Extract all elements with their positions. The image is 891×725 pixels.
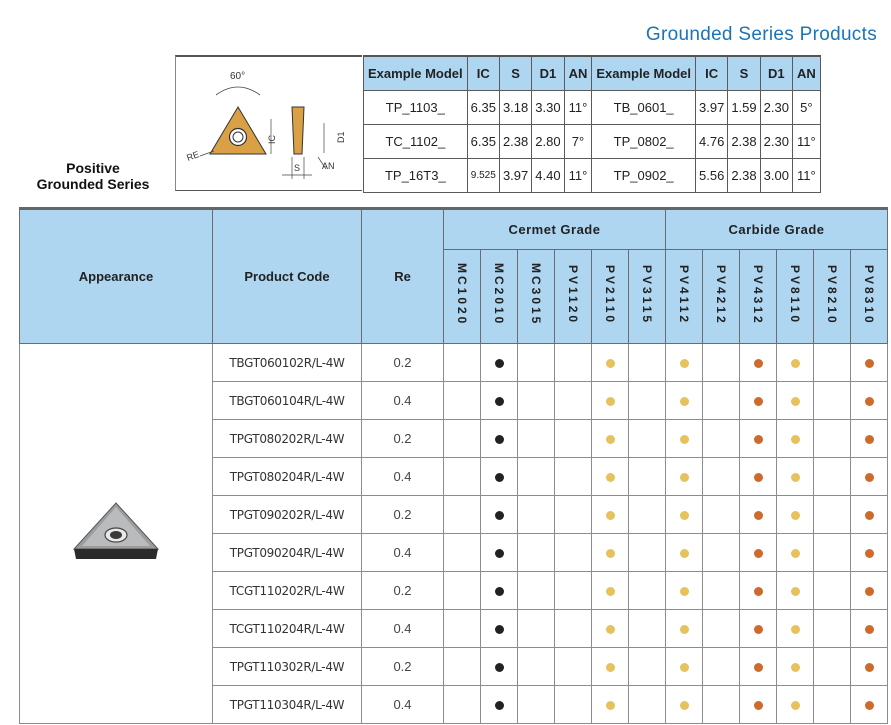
- grade-header-pv8210: [814, 250, 851, 344]
- example-row: [364, 159, 821, 193]
- grade-cell-pv4312: [740, 458, 777, 496]
- availability-dot-icon: [606, 549, 615, 558]
- example-cell: 3.30: [532, 91, 564, 125]
- grade-cell-pv8210: [814, 686, 851, 724]
- grade-header-pv8110: [777, 250, 814, 344]
- grade-cell-pv8310: [851, 496, 888, 534]
- grade-header-pv3115: [629, 250, 666, 344]
- availability-dot-icon: [754, 587, 763, 596]
- grade-cell-pv4112: [666, 572, 703, 610]
- grade-cell-pv8110: [777, 572, 814, 610]
- availability-dot-icon: [754, 549, 763, 558]
- re-value: 0.4: [362, 610, 444, 648]
- grade-cell-pv3115: [629, 686, 666, 724]
- header-appearance: Appearance: [20, 209, 213, 344]
- grade-header-pv4312: [740, 250, 777, 344]
- insert-photo-icon: [70, 497, 162, 567]
- grade-cell-pv4112: [666, 496, 703, 534]
- availability-dot-icon: [680, 663, 689, 672]
- grade-cell-pv8210: [814, 344, 851, 382]
- grade-cell-mc3015: [518, 458, 555, 496]
- grade-cell-pv3115: [629, 420, 666, 458]
- grade-cell-pv3115: [629, 382, 666, 420]
- grade-cell-pv1120: [555, 420, 592, 458]
- ic-label: IC: [267, 135, 277, 144]
- availability-dot-icon: [865, 473, 874, 482]
- availability-dot-icon: [606, 397, 615, 406]
- grade-cell-pv2110: [592, 648, 629, 686]
- availability-dot-icon: [495, 359, 504, 368]
- availability-dot-icon: [865, 587, 874, 596]
- availability-dot-icon: [606, 663, 615, 672]
- grade-cell-pv3115: [629, 344, 666, 382]
- re-value: 0.2: [362, 420, 444, 458]
- availability-dot-icon: [680, 549, 689, 558]
- grade-cell-pv8110: [777, 534, 814, 572]
- grade-cell-pv4212: [703, 420, 740, 458]
- availability-dot-icon: [495, 663, 504, 672]
- example-cell: TB_0601_: [592, 91, 696, 125]
- example-cell: 2.38: [728, 125, 760, 159]
- example-cell: 3.18: [499, 91, 531, 125]
- example-header-s-2: S: [728, 56, 760, 91]
- availability-dot-icon: [791, 435, 800, 444]
- availability-dot-icon: [791, 549, 800, 558]
- grade-cell-pv4112: [666, 610, 703, 648]
- grade-cell-mc1020: [444, 496, 481, 534]
- example-cell: TP_0802_: [592, 125, 696, 159]
- grade-cell-pv4312: [740, 686, 777, 724]
- grade-header-pv4212: [703, 250, 740, 344]
- insert-hole-icon: [230, 129, 247, 146]
- grade-cell-pv2110: [592, 496, 629, 534]
- example-cell: 9.525: [467, 159, 499, 193]
- example-header-d1: D1: [532, 56, 564, 91]
- grade-cell-pv8310: [851, 610, 888, 648]
- grade-cell-mc2010: [481, 344, 518, 382]
- grade-cell-pv4312: [740, 420, 777, 458]
- grade-name-label: PV3115: [640, 264, 654, 326]
- example-models-table: [363, 55, 821, 193]
- grade-cell-pv4112: [666, 420, 703, 458]
- product-code: TPGT110304R/L-4W: [213, 686, 362, 724]
- example-cell: TP_16T3_: [364, 159, 468, 193]
- re-value: 0.4: [362, 458, 444, 496]
- grade-cell-pv4112: [666, 686, 703, 724]
- grade-cell-pv1120: [555, 534, 592, 572]
- grade-cell-pv4212: [703, 686, 740, 724]
- grade-cell-mc3015: [518, 382, 555, 420]
- header-cermet-grade: Cermet Grade: [444, 209, 666, 250]
- grade-cell-mc2010: [481, 686, 518, 724]
- grade-cell-pv1120: [555, 344, 592, 382]
- product-code: TCGT110202R/L-4W: [213, 572, 362, 610]
- insert-side-view-icon: [292, 107, 304, 154]
- example-header-ic-2: IC: [696, 56, 728, 91]
- availability-dot-icon: [680, 473, 689, 482]
- grade-cell-mc3015: [518, 420, 555, 458]
- re-value: 0.2: [362, 648, 444, 686]
- grade-cell-pv3115: [629, 610, 666, 648]
- grade-cell-pv8210: [814, 420, 851, 458]
- example-cell: 6.35: [467, 91, 499, 125]
- grade-cell-pv8210: [814, 572, 851, 610]
- grade-cell-pv4212: [703, 572, 740, 610]
- example-header-ic: IC: [467, 56, 499, 91]
- availability-dot-icon: [495, 625, 504, 634]
- availability-dot-icon: [865, 397, 874, 406]
- product-code: TCGT110204R/L-4W: [213, 610, 362, 648]
- grade-cell-mc1020: [444, 572, 481, 610]
- example-cell: 2.30: [760, 125, 792, 159]
- grade-cell-pv1120: [555, 496, 592, 534]
- example-cell: 5.56: [696, 159, 728, 193]
- product-code: TBGT060104R/L-4W: [213, 382, 362, 420]
- grade-cell-mc2010: [481, 534, 518, 572]
- example-cell: 6.35: [467, 125, 499, 159]
- header-re: Re: [362, 209, 444, 344]
- example-cell: 7°: [564, 125, 592, 159]
- grade-cell-mc2010: [481, 458, 518, 496]
- availability-dot-icon: [754, 701, 763, 710]
- header-carbide-grade: Carbide Grade: [666, 209, 888, 250]
- grade-cell-mc1020: [444, 344, 481, 382]
- product-code: TPGT090202R/L-4W: [213, 496, 362, 534]
- insert-diagram-drawing: [176, 57, 361, 191]
- grade-cell-pv4312: [740, 382, 777, 420]
- example-cell: 2.38: [728, 159, 760, 193]
- example-cell: 4.76: [696, 125, 728, 159]
- grade-name-label: PV4212: [714, 264, 728, 326]
- grade-cell-pv8310: [851, 648, 888, 686]
- grade-header-pv4112: [666, 250, 703, 344]
- availability-dot-icon: [865, 625, 874, 634]
- grade-cell-mc1020: [444, 382, 481, 420]
- grade-cell-pv4112: [666, 534, 703, 572]
- grade-cell-mc3015: [518, 572, 555, 610]
- grade-cell-mc1020: [444, 610, 481, 648]
- grade-cell-pv1120: [555, 458, 592, 496]
- grade-cell-mc2010: [481, 572, 518, 610]
- example-cell: 2.38: [499, 125, 531, 159]
- re-value: 0.4: [362, 382, 444, 420]
- an-label: AN: [322, 161, 335, 171]
- availability-dot-icon: [495, 511, 504, 520]
- grade-cell-pv8110: [777, 496, 814, 534]
- availability-dot-icon: [680, 397, 689, 406]
- availability-dot-icon: [754, 359, 763, 368]
- availability-dot-icon: [680, 435, 689, 444]
- grade-cell-pv8310: [851, 686, 888, 724]
- grade-cell-pv8210: [814, 458, 851, 496]
- availability-dot-icon: [606, 701, 615, 710]
- grade-name-label: PV8110: [788, 264, 802, 326]
- grade-header-mc3015: [518, 250, 555, 344]
- availability-dot-icon: [791, 701, 800, 710]
- grade-cell-pv8210: [814, 648, 851, 686]
- availability-dot-icon: [680, 359, 689, 368]
- grade-cell-pv2110: [592, 686, 629, 724]
- grade-cell-pv4112: [666, 344, 703, 382]
- grade-header-pv1120: [555, 250, 592, 344]
- grade-cell-pv8210: [814, 496, 851, 534]
- availability-dot-icon: [754, 473, 763, 482]
- re-value: 0.4: [362, 534, 444, 572]
- availability-dot-icon: [606, 625, 615, 634]
- grade-cell-pv4112: [666, 648, 703, 686]
- grade-cell-mc1020: [444, 686, 481, 724]
- grade-cell-mc1020: [444, 420, 481, 458]
- grade-cell-pv8310: [851, 420, 888, 458]
- grade-cell-mc3015: [518, 610, 555, 648]
- grade-cell-pv4312: [740, 648, 777, 686]
- grade-cell-pv1120: [555, 610, 592, 648]
- products-table: [19, 207, 888, 724]
- page-title: Grounded Series Products: [645, 24, 877, 45]
- grade-cell-mc2010: [481, 420, 518, 458]
- grade-name-label: PV4312: [751, 264, 765, 326]
- grade-cell-pv4212: [703, 344, 740, 382]
- grade-cell-pv1120: [555, 648, 592, 686]
- example-cell: 2.80: [532, 125, 564, 159]
- availability-dot-icon: [495, 587, 504, 596]
- availability-dot-icon: [791, 511, 800, 520]
- grade-cell-pv8210: [814, 382, 851, 420]
- grade-cell-pv8310: [851, 534, 888, 572]
- availability-dot-icon: [754, 511, 763, 520]
- grade-cell-pv8310: [851, 572, 888, 610]
- availability-dot-icon: [791, 397, 800, 406]
- header-product-code: Product Code: [213, 209, 362, 344]
- example-cell: 11°: [564, 91, 592, 125]
- table-row: [20, 344, 888, 382]
- availability-dot-icon: [865, 435, 874, 444]
- grade-header-mc1020: [444, 250, 481, 344]
- grade-cell-pv2110: [592, 610, 629, 648]
- grade-cell-pv8310: [851, 458, 888, 496]
- grade-cell-mc3015: [518, 648, 555, 686]
- grade-cell-pv4212: [703, 496, 740, 534]
- grade-cell-mc3015: [518, 686, 555, 724]
- grade-cell-pv3115: [629, 648, 666, 686]
- d1-label: D1: [336, 131, 346, 143]
- grade-cell-pv3115: [629, 534, 666, 572]
- availability-dot-icon: [754, 397, 763, 406]
- grade-cell-mc2010: [481, 496, 518, 534]
- grade-cell-mc3015: [518, 344, 555, 382]
- availability-dot-icon: [791, 473, 800, 482]
- example-cell: 11°: [792, 159, 820, 193]
- availability-dot-icon: [791, 359, 800, 368]
- example-cell: 5°: [792, 91, 820, 125]
- grade-cell-pv4212: [703, 458, 740, 496]
- example-header-s: S: [499, 56, 531, 91]
- grade-name-label: MC1020: [455, 263, 469, 327]
- availability-dot-icon: [680, 625, 689, 634]
- grade-cell-pv1120: [555, 572, 592, 610]
- availability-dot-icon: [865, 511, 874, 520]
- grade-name-label: PV8210: [825, 264, 839, 326]
- appearance-cell: [20, 344, 213, 724]
- grade-cell-pv8310: [851, 344, 888, 382]
- availability-dot-icon: [754, 625, 763, 634]
- grade-header-pv8310: [851, 250, 888, 344]
- re-value: 0.2: [362, 496, 444, 534]
- grade-cell-pv2110: [592, 534, 629, 572]
- series-label-line2: Grounded Series: [36, 176, 150, 192]
- grade-header-pv2110: [592, 250, 629, 344]
- availability-dot-icon: [865, 549, 874, 558]
- s-label: S: [294, 163, 301, 173]
- grade-cell-pv2110: [592, 458, 629, 496]
- example-header-d1-2: D1: [760, 56, 792, 91]
- grade-cell-mc2010: [481, 648, 518, 686]
- example-header-an-2: AN: [792, 56, 820, 91]
- grade-cell-mc1020: [444, 534, 481, 572]
- grade-cell-pv4312: [740, 534, 777, 572]
- example-header-model-2: Example Model: [592, 56, 696, 91]
- product-code: TPGT090204R/L-4W: [213, 534, 362, 572]
- grade-cell-pv4112: [666, 458, 703, 496]
- availability-dot-icon: [680, 511, 689, 520]
- grade-cell-pv4112: [666, 382, 703, 420]
- grade-cell-pv2110: [592, 344, 629, 382]
- insert-diagram: [175, 55, 362, 191]
- grade-cell-mc2010: [481, 610, 518, 648]
- example-header-model: Example Model: [364, 56, 468, 91]
- grade-name-label: PV8310: [862, 264, 876, 326]
- grade-cell-mc1020: [444, 648, 481, 686]
- availability-dot-icon: [606, 473, 615, 482]
- grade-name-label: PV1120: [566, 264, 580, 326]
- re-label: RE: [185, 149, 201, 163]
- grade-cell-pv8210: [814, 610, 851, 648]
- example-cell: 3.00: [760, 159, 792, 193]
- grade-cell-pv4312: [740, 610, 777, 648]
- example-cell: TP_1103_: [364, 91, 468, 125]
- availability-dot-icon: [495, 397, 504, 406]
- angle-arc: [216, 87, 260, 95]
- availability-dot-icon: [495, 701, 504, 710]
- grade-cell-pv8310: [851, 382, 888, 420]
- example-cell: 1.59: [728, 91, 760, 125]
- grade-cell-pv4312: [740, 496, 777, 534]
- availability-dot-icon: [791, 587, 800, 596]
- grade-cell-pv3115: [629, 458, 666, 496]
- grade-name-label: PV4112: [677, 264, 691, 326]
- grade-cell-pv3115: [629, 496, 666, 534]
- grade-cell-pv8110: [777, 648, 814, 686]
- re-value: 0.2: [362, 572, 444, 610]
- product-code: TPGT110302R/L-4W: [213, 648, 362, 686]
- example-cell: TP_0902_: [592, 159, 696, 193]
- example-cell: 11°: [564, 159, 592, 193]
- grade-cell-pv8210: [814, 534, 851, 572]
- grade-cell-pv8110: [777, 610, 814, 648]
- example-cell: 3.97: [696, 91, 728, 125]
- availability-dot-icon: [495, 549, 504, 558]
- grade-cell-mc3015: [518, 496, 555, 534]
- availability-dot-icon: [754, 663, 763, 672]
- grade-cell-pv3115: [629, 572, 666, 610]
- grade-cell-mc2010: [481, 382, 518, 420]
- availability-dot-icon: [680, 587, 689, 596]
- grade-cell-pv1120: [555, 382, 592, 420]
- grade-name-label: PV2110: [603, 264, 617, 326]
- availability-dot-icon: [495, 473, 504, 482]
- example-cell: 4.40: [532, 159, 564, 193]
- grade-cell-pv4312: [740, 344, 777, 382]
- availability-dot-icon: [754, 435, 763, 444]
- availability-dot-icon: [865, 701, 874, 710]
- grade-cell-pv2110: [592, 420, 629, 458]
- grade-cell-pv2110: [592, 572, 629, 610]
- grade-cell-pv4212: [703, 534, 740, 572]
- grade-cell-pv4212: [703, 610, 740, 648]
- grade-cell-pv4312: [740, 572, 777, 610]
- example-row: [364, 125, 821, 159]
- availability-dot-icon: [865, 663, 874, 672]
- example-header-row: [364, 56, 821, 91]
- availability-dot-icon: [606, 359, 615, 368]
- example-cell: 2.30: [760, 91, 792, 125]
- grade-cell-pv4212: [703, 648, 740, 686]
- example-cell: 3.97: [499, 159, 531, 193]
- angle-label: 60°: [230, 71, 246, 82]
- re-value: 0.2: [362, 344, 444, 382]
- grade-cell-pv8110: [777, 420, 814, 458]
- product-code: TPGT080204R/L-4W: [213, 458, 362, 496]
- product-code: TPGT080202R/L-4W: [213, 420, 362, 458]
- grade-cell-mc3015: [518, 534, 555, 572]
- series-label: [18, 160, 168, 192]
- availability-dot-icon: [606, 511, 615, 520]
- grade-cell-pv8110: [777, 382, 814, 420]
- example-row: [364, 91, 821, 125]
- availability-dot-icon: [495, 435, 504, 444]
- grade-cell-pv1120: [555, 686, 592, 724]
- grade-name-label: MC3015: [529, 263, 543, 327]
- example-cell: 11°: [792, 125, 820, 159]
- availability-dot-icon: [791, 663, 800, 672]
- re-value: 0.4: [362, 686, 444, 724]
- availability-dot-icon: [606, 587, 615, 596]
- availability-dot-icon: [791, 625, 800, 634]
- grade-cell-pv8110: [777, 686, 814, 724]
- grade-cell-pv8110: [777, 344, 814, 382]
- series-label-line1: Positive: [66, 160, 120, 176]
- availability-dot-icon: [865, 359, 874, 368]
- grade-cell-pv8110: [777, 458, 814, 496]
- grade-cell-pv2110: [592, 382, 629, 420]
- product-code: TBGT060102R/L-4W: [213, 344, 362, 382]
- availability-dot-icon: [606, 435, 615, 444]
- grade-cell-pv4212: [703, 382, 740, 420]
- main-header-row: [20, 209, 888, 250]
- grade-header-mc2010: [481, 250, 518, 344]
- availability-dot-icon: [680, 701, 689, 710]
- grade-cell-mc1020: [444, 458, 481, 496]
- grade-name-label: MC2010: [492, 263, 506, 327]
- example-header-an: AN: [564, 56, 592, 91]
- example-cell: TC_1102_: [364, 125, 468, 159]
